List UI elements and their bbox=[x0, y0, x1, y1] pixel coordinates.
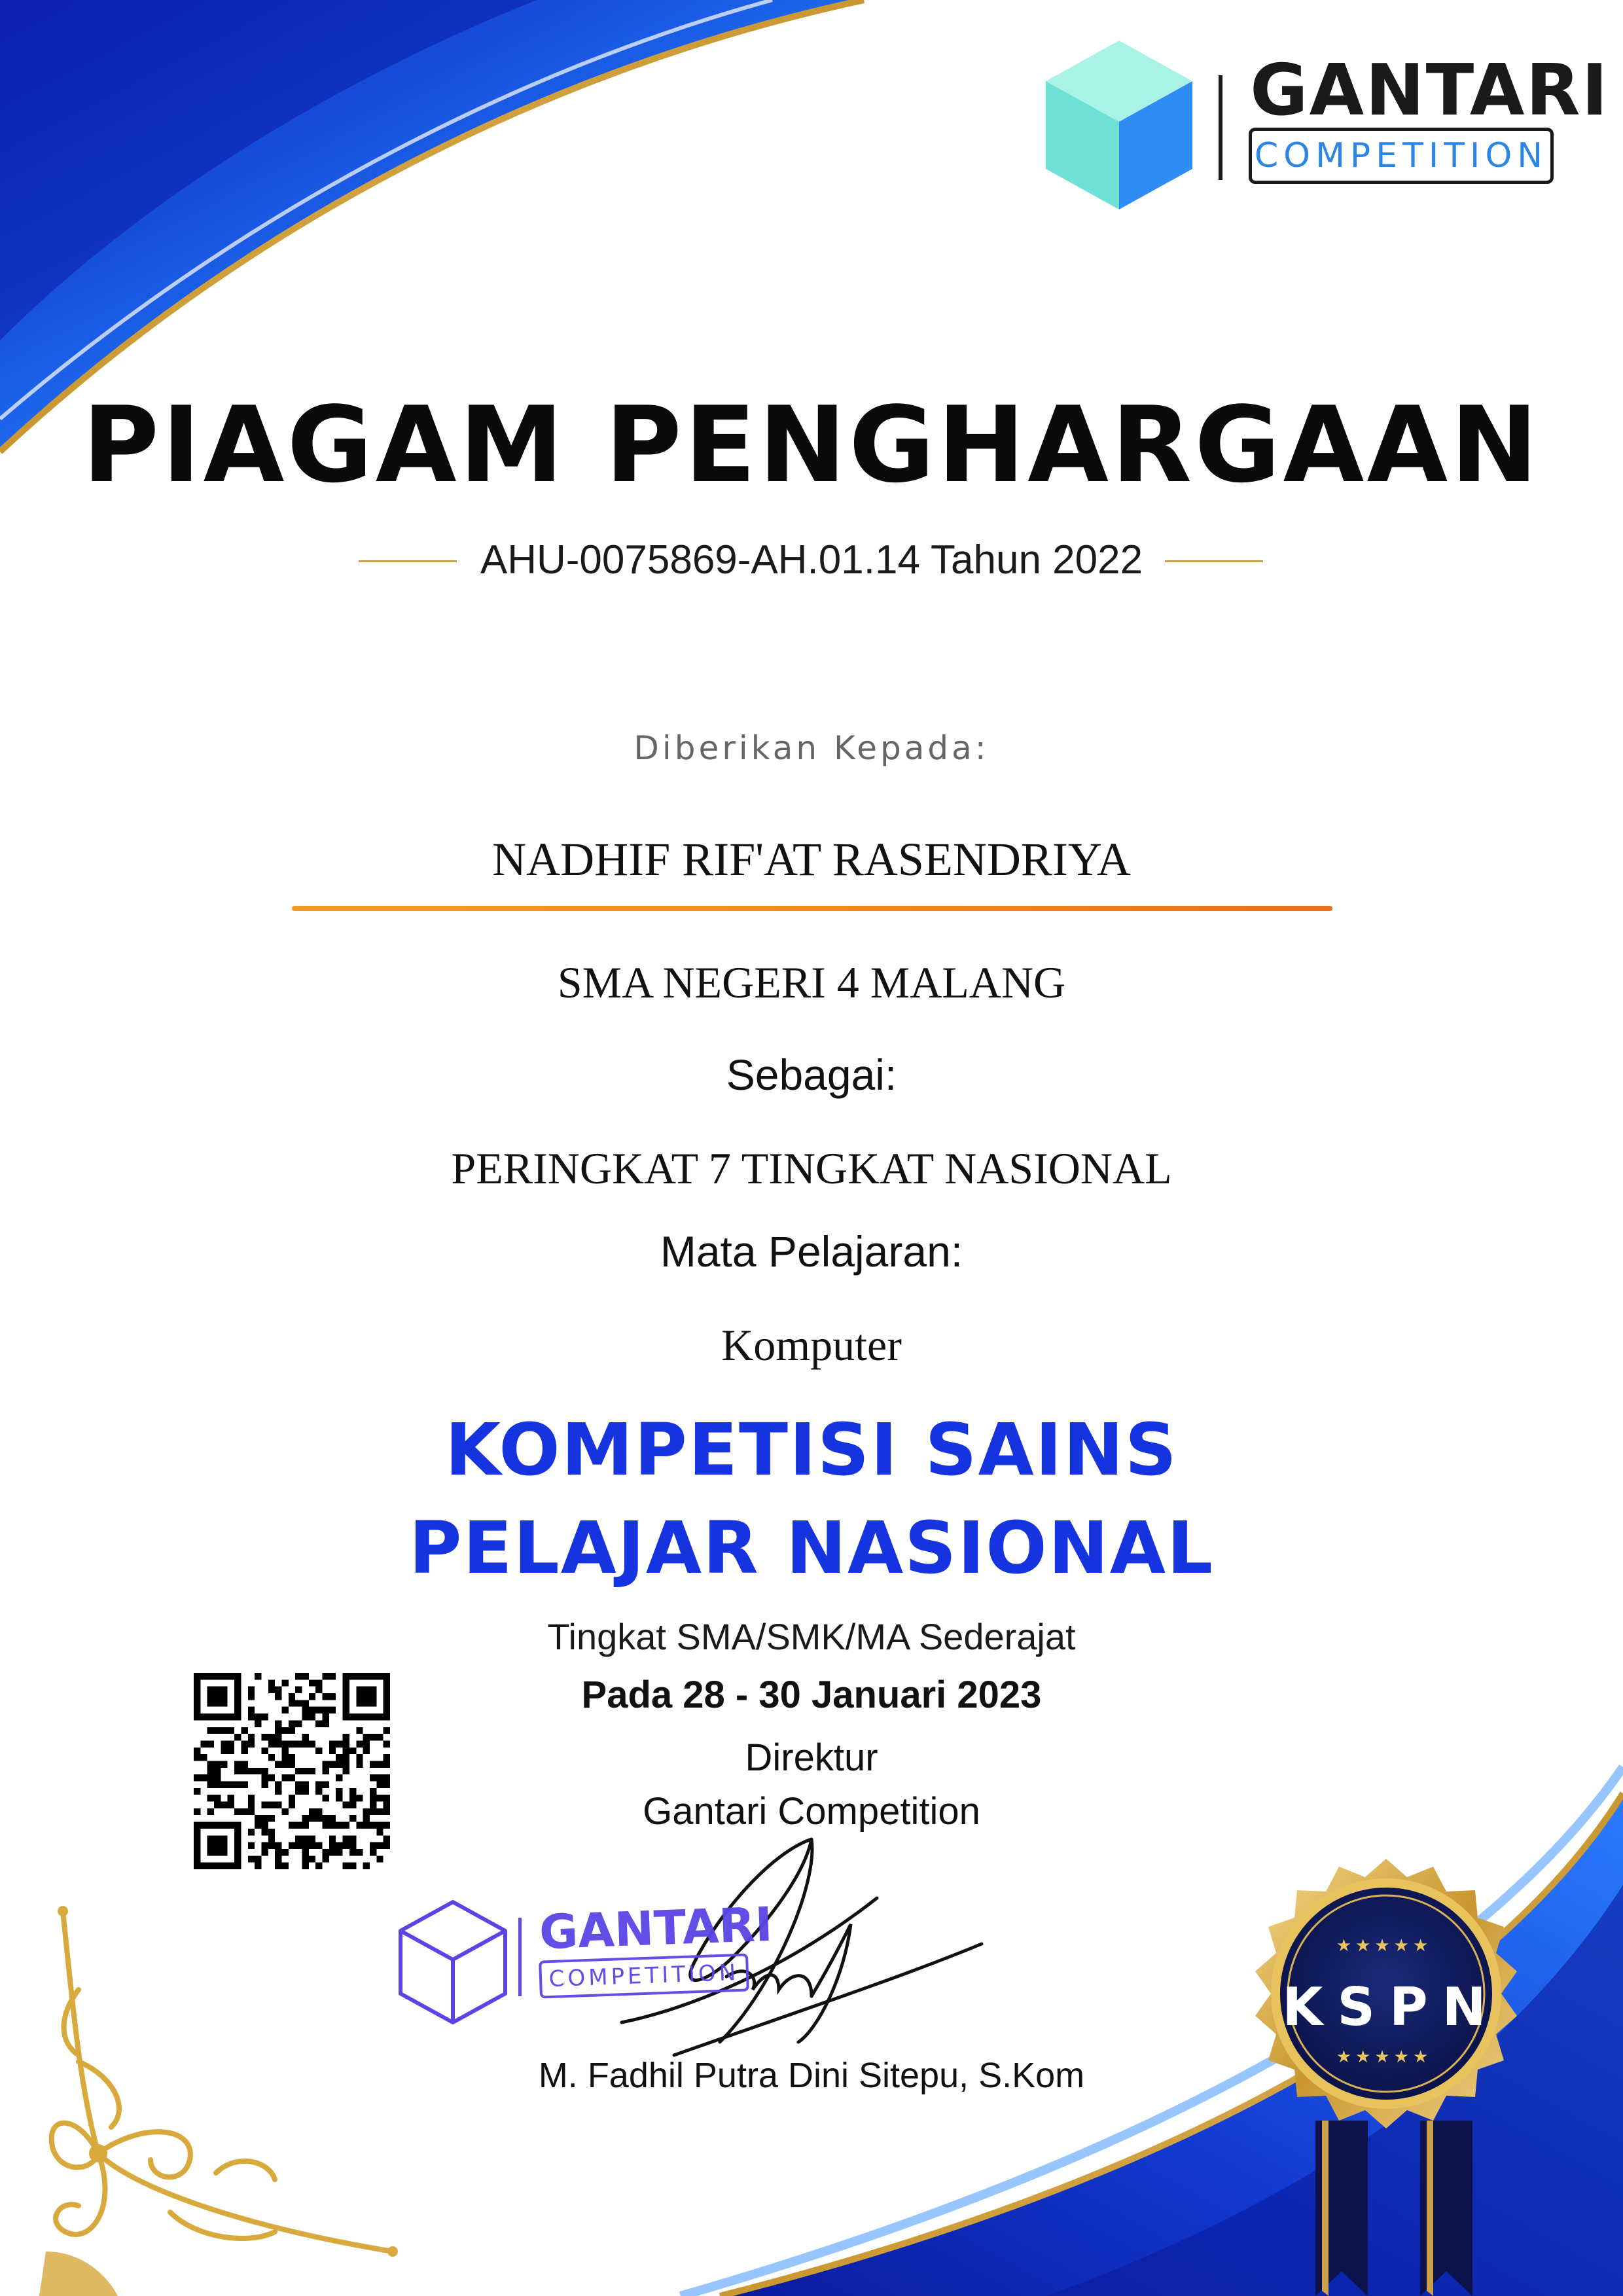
certificate-title: PIAGAM PENGHARGAAN bbox=[82, 384, 1541, 506]
logo-brand-text: GANTARI bbox=[1250, 50, 1609, 132]
school-name: SMA NEGERI 4 MALANG bbox=[557, 958, 1066, 1007]
qr-code[interactable] bbox=[194, 1673, 390, 1869]
reference-number: AHU-0075869-AH.01.14 Tahun 2022 bbox=[480, 537, 1143, 583]
director-organization: Gantari Competition bbox=[643, 1790, 980, 1833]
badge-stars-bottom: ★★★★★ bbox=[1336, 2047, 1433, 2067]
signer-name: M. Fadhil Putra Dini Sitepu, S.Kom bbox=[538, 2056, 1085, 2095]
event-name-line1: KOMPETISI SAINS bbox=[444, 1408, 1178, 1492]
logo-tagline: COMPETITION bbox=[1249, 128, 1554, 184]
rank-text: PERINGKAT 7 TINGKAT NASIONAL bbox=[451, 1143, 1172, 1193]
event-level: Tingkat SMA/SMK/MA Sederajat bbox=[547, 1616, 1076, 1657]
given-to-label: Diberikan Kepada: bbox=[633, 729, 990, 767]
director-title: Direktur bbox=[745, 1736, 878, 1779]
event-name-line2: PELAJAR NASIONAL bbox=[408, 1506, 1215, 1590]
kspn-badge bbox=[1230, 1859, 1558, 2296]
recipient-name: NADHIF RIF'AT RASENDRIYA bbox=[492, 833, 1131, 886]
stamp-brand-text: GANTARI bbox=[538, 1896, 774, 1960]
badge-label: KSPN bbox=[1282, 1977, 1501, 2037]
stamp-logo bbox=[399, 1892, 774, 2022]
as-label: Sebagai: bbox=[726, 1050, 897, 1099]
logo-divider bbox=[1219, 75, 1222, 180]
name-underline bbox=[292, 906, 1332, 911]
subject-label: Mata Pelajaran: bbox=[660, 1227, 963, 1276]
stamp-divider bbox=[518, 1918, 522, 1996]
subject-text: Komputer bbox=[721, 1320, 902, 1370]
gantari-logo bbox=[1041, 36, 1609, 219]
event-dates: Pada 28 - 30 Januari 2023 bbox=[581, 1674, 1042, 1716]
stamp-tagline: COMPETITION bbox=[539, 1953, 749, 1998]
badge-stars-top: ★★★★★ bbox=[1336, 1936, 1433, 1956]
